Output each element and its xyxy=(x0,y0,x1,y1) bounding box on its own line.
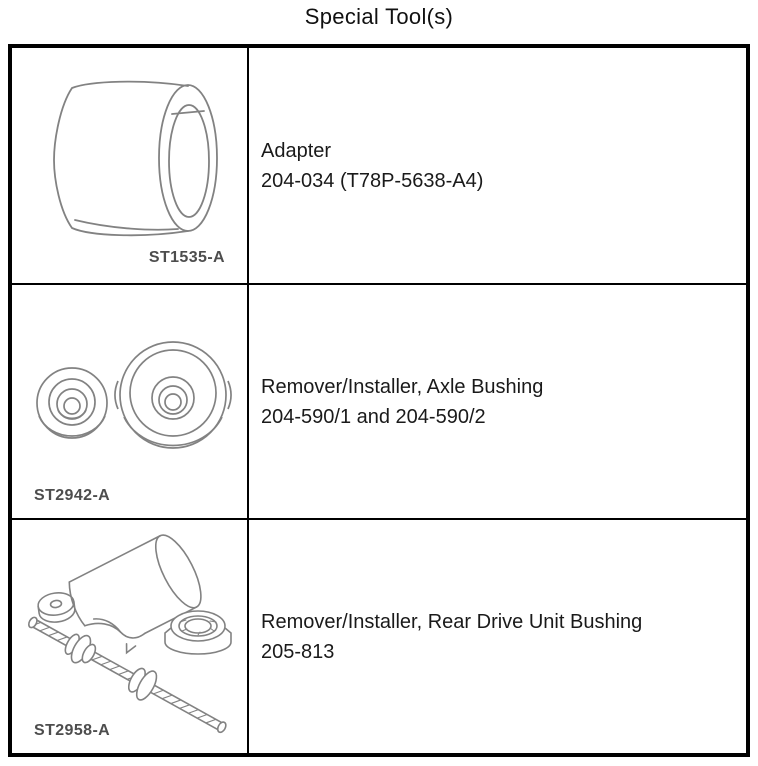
tool-name: Remover/Installer, Rear Drive Unit Bushing xyxy=(261,610,643,633)
table-row xyxy=(12,285,746,520)
axle-bushing-disc-set-icon xyxy=(12,285,247,518)
tool-name: Adapter xyxy=(261,139,332,162)
tool-number: 204-034 (T78P-5638-A4) xyxy=(261,169,484,192)
tool-description-cell xyxy=(249,285,746,520)
figure-label: ST2942-A xyxy=(34,487,111,504)
tool-number: 204-590/1 and 204-590/2 xyxy=(261,405,486,428)
adapter-sleeve-icon xyxy=(12,48,247,283)
tool-figure-cell xyxy=(12,48,249,285)
tool-figure-cell xyxy=(12,520,249,753)
table-row xyxy=(12,48,746,285)
figure-label: ST2958-A xyxy=(34,722,111,739)
special-tools-table xyxy=(8,44,750,757)
tool-description-cell xyxy=(249,48,746,285)
table-row xyxy=(12,520,746,753)
tool-number: 205-813 xyxy=(261,640,335,663)
tool-description-cell xyxy=(249,520,746,753)
tool-figure-cell xyxy=(12,285,249,520)
figure-label: ST1535-A xyxy=(148,249,225,266)
tool-name: Remover/Installer, Axle Bushing xyxy=(261,375,544,398)
rear-drive-bushing-tool-kit-icon xyxy=(12,520,247,753)
page-title: Special Tool(s) xyxy=(304,4,454,29)
